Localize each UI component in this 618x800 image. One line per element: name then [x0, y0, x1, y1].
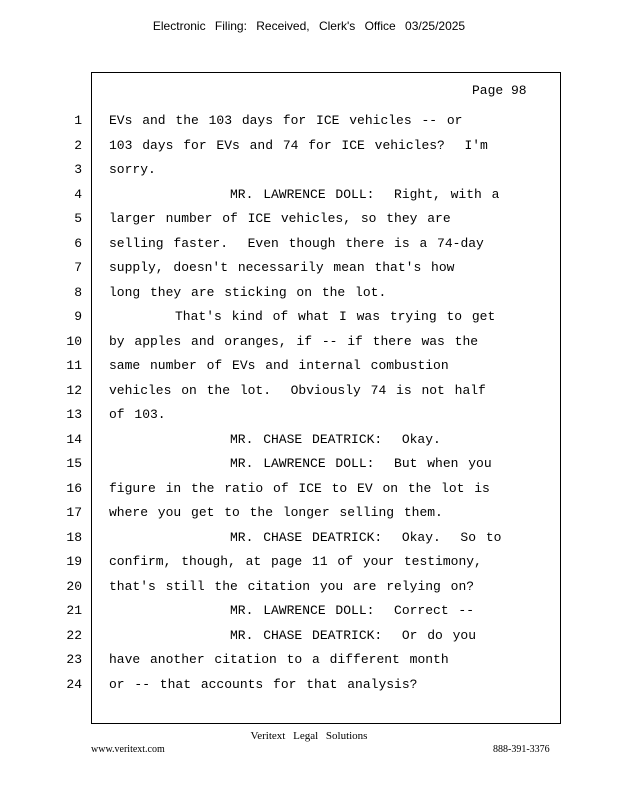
line-number: 11 [66, 358, 82, 373]
line-number: 13 [66, 407, 82, 422]
transcript-line [0, 183, 618, 207]
line-text: supply, doesn't necessarily mean that's how [109, 260, 455, 275]
line-text: MR. CHASE DEATRICK: Okay. [230, 431, 441, 447]
transcript-line [0, 305, 618, 329]
transcript-line [0, 403, 618, 427]
transcript-line [0, 624, 618, 648]
transcript-line [0, 330, 618, 354]
line-text: or -- that accounts for that analysis? [109, 676, 418, 692]
line-text: That's kind of what I was trying to get [175, 309, 496, 324]
line-text: MR. LAWRENCE DOLL: But when you [230, 456, 492, 471]
line-number: 23 [66, 652, 82, 667]
line-number: 15 [66, 456, 82, 471]
transcript-line [0, 452, 618, 476]
line-text: MR. LAWRENCE DOLL: Right, with a [230, 186, 500, 202]
line-number: 3 [74, 162, 82, 177]
transcript-line [0, 648, 618, 672]
transcript-line [0, 256, 618, 280]
line-number: 22 [66, 627, 82, 643]
line-number: 17 [66, 505, 82, 520]
transcript-line [0, 354, 618, 378]
transcript-line [0, 134, 618, 158]
line-number: 19 [66, 554, 82, 569]
transcript-line [0, 477, 618, 501]
line-text: EVs and the 103 days for ICE vehicles -- or [109, 113, 463, 128]
line-text: by apples and oranges, if -- if there was the [109, 333, 479, 349]
transcript-line [0, 550, 618, 574]
transcript-line [0, 501, 618, 525]
line-text: MR. CHASE DEATRICK: Or do you [230, 627, 477, 643]
line-text: MR. CHASE DEATRICK: Okay. So to [230, 529, 502, 545]
line-number: 8 [74, 284, 82, 300]
line-number: 10 [66, 333, 82, 349]
transcript-line [0, 379, 618, 403]
transcript-line [0, 428, 618, 452]
line-number: 6 [74, 235, 82, 251]
line-number: 12 [66, 382, 82, 398]
line-text: figure in the ratio of ICE to EV on the lot is [109, 480, 490, 496]
footer-website: www.veritext.com [91, 744, 165, 755]
footer-company: Veritext Legal Solutions [250, 730, 368, 742]
line-text: have another citation to a different month [109, 652, 449, 667]
transcript-line [0, 673, 618, 697]
transcript-line [0, 109, 618, 133]
line-text: sorry. [109, 162, 156, 177]
line-number: 16 [66, 480, 82, 496]
line-number: 1 [74, 113, 82, 128]
line-number: 18 [66, 529, 82, 545]
filing-header: Electronic Filing: Received, Clerk's Office 03/25/2025 [152, 19, 466, 33]
line-number: 20 [66, 578, 82, 594]
line-number: 4 [74, 186, 82, 202]
transcript-line [0, 526, 618, 550]
line-number: 24 [66, 676, 82, 692]
line-text: where you get to the longer selling them. [109, 505, 443, 520]
transcript-line [0, 281, 618, 305]
line-text: of 103. [109, 407, 166, 422]
line-text: 103 days for EVs and 74 for ICE vehicles? I'm [109, 137, 488, 153]
line-number: 14 [66, 431, 82, 447]
line-text: larger number of ICE vehicles, so they are [109, 211, 451, 226]
line-number: 7 [74, 260, 82, 275]
line-text: confirm, though, at page 11 of your testimony, [109, 554, 482, 569]
line-text: long they are sticking on the lot. [109, 284, 387, 300]
line-number: 5 [74, 211, 82, 226]
line-number: 21 [66, 603, 82, 618]
page-number: Page 98 [472, 83, 527, 98]
line-number: 9 [74, 309, 82, 324]
transcript-line [0, 599, 618, 623]
transcript-line [0, 158, 618, 182]
transcript-line [0, 575, 618, 599]
line-text: MR. LAWRENCE DOLL: Correct -- [230, 603, 475, 618]
transcript-line [0, 207, 618, 231]
transcript-line [0, 232, 618, 256]
line-number: 2 [74, 137, 82, 153]
line-text: that's still the citation you are relying on? [109, 578, 475, 594]
line-text: vehicles on the lot. Obviously 74 is not half [109, 382, 486, 398]
line-text: same number of EVs and internal combustion [109, 358, 449, 373]
footer-phone: 888-391-3376 [493, 744, 550, 755]
line-text: selling faster. Even though there is a 74-day [109, 235, 484, 251]
